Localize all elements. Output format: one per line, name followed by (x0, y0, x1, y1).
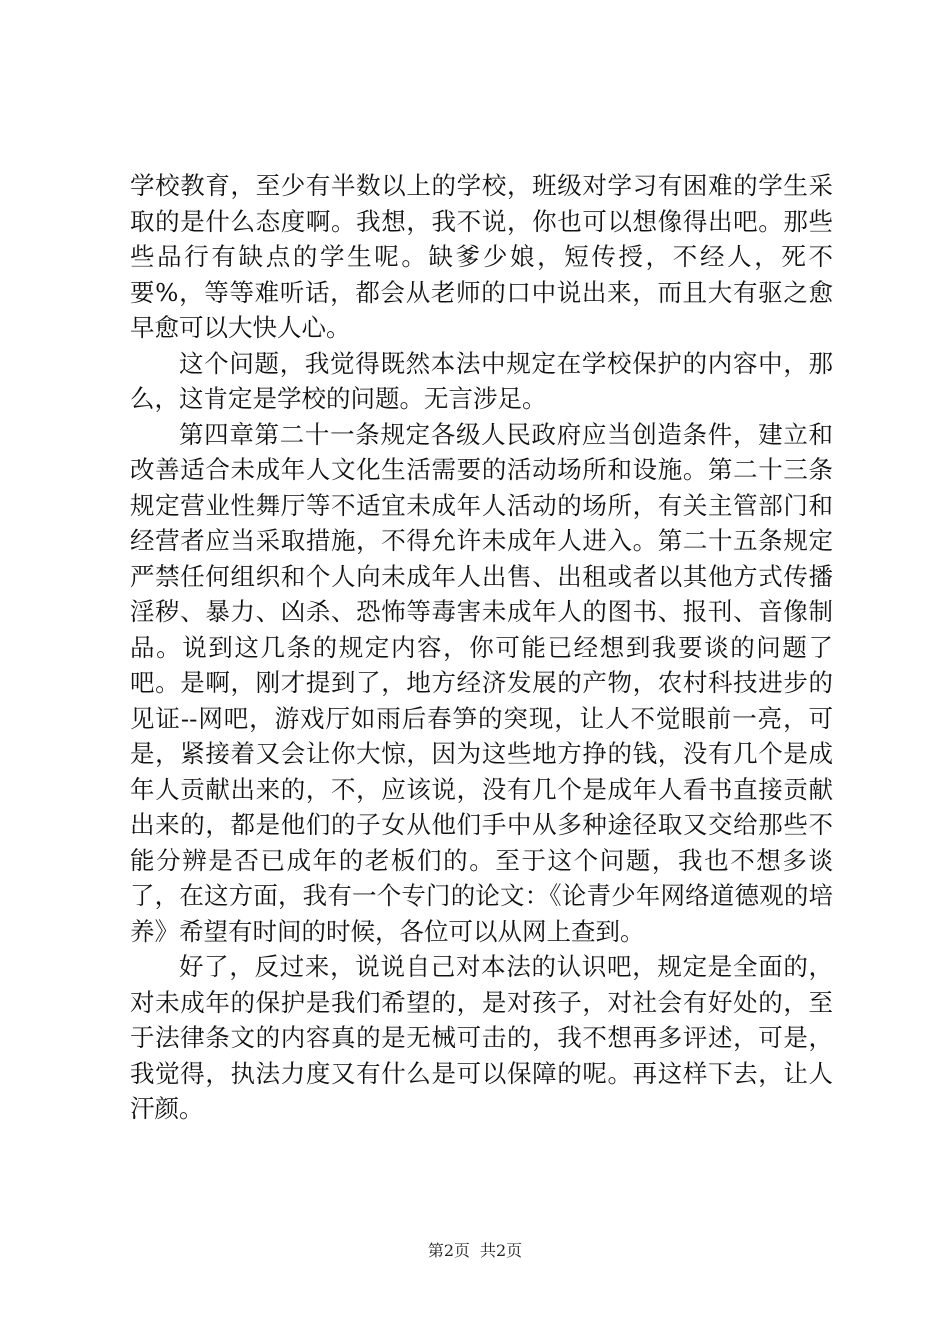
page-total: 共2页 (480, 1241, 523, 1260)
paragraph-4: 好了，反过来，说说自己对本法的认识吧，规定是全面的，对未成年的保护是我们希望的，是对孩子，对社会有好处的，至于法律条文的内容真的是无械可击的，我不想再多评述，可是，我觉得，执法力度又有什么是可以保障的呢。再这样下去，让人汗颜。 (130, 952, 833, 1123)
document-body (130, 168, 833, 1127)
paragraph-3: 第四章第二十一条规定各级人民政府应当创造条件，建立和改善适合未成年人文化生活需要的活动场所和设施。第二十三条规定营业性舞厅等不适宜未成年人活动的场所，有关主管部门和经营者应当采取措施，不得允许未成年人进入。第二十五条规定严禁任何组织和个人向未成年人出售、出租或者以其他方式传播淫秽、暴力、凶杀、恐怖等毒害未成年人的图书、报刊、音像制品。说到这几条的规定内容，你可能已经想到我要谈的问题了吧。是啊，刚才提到了，地方经济发展的产物，农村科技进步的见证--网吧，游戏厅如雨后春笋的突现，让人不觉眼前一亮，可是，紧接着又会让你大惊，因为这些地方挣的钱，没有几个是成年人贡献出来的，不，应该说，没有几个是成年人看书直接贡献出来的，都是他们的子女从他们手中从多种途径取又交给那些不能分辨是否已成年的老板们的。至于这个问题，我也不想多谈了，在这方面，我有一个专门的论文：《论青少年网络道德观的培养》希望有时间的时候，各位可以从网上查到。 (130, 419, 833, 946)
paragraph-1: 学校教育，至少有半数以上的学校，班级对学习有困难的学生采取的是什么态度啊。我想，我不说，你也可以想像得出吧。那些些品行有缺点的学生呢。缺爹少娘，短传授，不经人，死不要%，等等难听话，都会从老师的口中说出来，而且大有驱之愈早愈可以大快人心。 (130, 171, 833, 342)
page-number: 第2页 (427, 1241, 470, 1260)
page-footer (0, 1241, 950, 1261)
paragraph-2: 这个问题，我觉得既然本法中规定在学校保护的内容中，那么，这肯定是学校的问题。无言涉足。 (130, 348, 833, 413)
